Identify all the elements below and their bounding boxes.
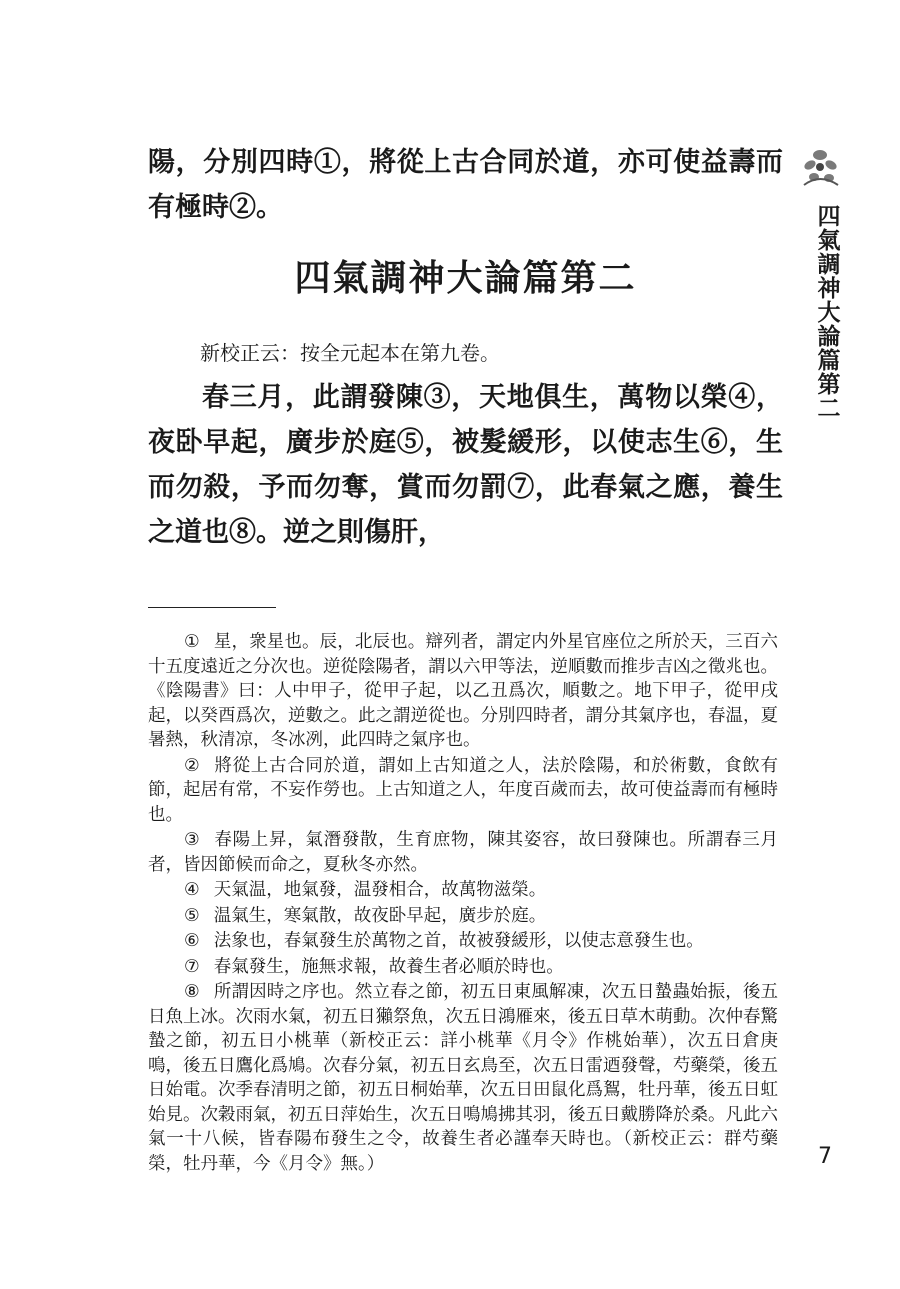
- footnote-rule: [148, 607, 276, 608]
- running-chapter-title: 四氣調神大論篇第二: [817, 204, 841, 422]
- footnote-3: [148, 828, 778, 877]
- footnote-text: 所謂因時之序也。然立春之節，初五日東風解凍，次五日蟄蟲始振，後五日魚上冰。次雨水氣，初五日獺祭魚，次五日鴻雁來，後五日草木萌動。次仲春驚蟄之節，初五日小桃華（新校正云：詳小桃華《月令》作桃始華），次五日倉庚鳴，後五日鷹化爲鳩。次春分氣，初五日玄鳥至，次五日雷迺發聲，芍藥榮，後五日始電。次季春清明之節，初五日桐始華，次五日田鼠化爲鴽，牡丹華，後五日虹始見。次穀雨氣，初五日萍始生，次五日鳴鳩拂其羽，後五日戴勝降於桑。凡此六氣一十八候，皆春陽布發生之令，故養生者必謹奉天時也。（新校正云：群芍藥榮，牡丹華，今《月令》無。）: [148, 982, 778, 1174]
- continued-paragraph: 陽，分別四時①，將從上古合同於道，亦可使益壽而有極時②。: [148, 147, 783, 223]
- footnote-5: [148, 904, 778, 929]
- footnote-text: 温氣生，寒氣散，故夜卧早起，廣步於庭。: [213, 905, 547, 926]
- footnote-number: ⑧: [184, 982, 200, 1002]
- footnote-text: 春陽上昇，氣潛發散，生育庶物，陳其姿容，故曰發陳也。所謂春三月者，皆因節候而命之，夏秋冬亦然。: [148, 830, 778, 875]
- chapter-title: 四氣調神大論篇第二: [294, 258, 637, 299]
- footnote-number: ⑦: [184, 956, 200, 977]
- floral-ornament-icon: [798, 145, 844, 193]
- footnote-6: [148, 929, 778, 954]
- footnote-text: 將從上古合同於道，謂如上古知道之人，法於陰陽，和於術數，食飲有節，起居有常，不妄作勞也。上古知道之人，年度百歲而去，故可使益壽而有極時也。: [148, 755, 778, 825]
- footnote-number: ⑤: [184, 905, 200, 926]
- main-paragraph: 春三月，此謂發陳③，天地俱生，萬物以榮④，夜卧早起，廣步於庭⑤，被髮緩形，以使志生⑥，生而勿殺，予而勿奪，賞而勿罰⑦，此春氣之應，養生之道也⑧。逆之則傷肝，: [148, 382, 783, 548]
- footnote-text: 星，衆星也。辰，北辰也。辯列者，謂定内外星官座位之所於天，三百六十五度遠近之分次也。逆從陰陽者，謂以六甲等法，逆順數而推步吉凶之徵兆也。《陰陽書》曰：人中甲子，從甲子起，以乙丑爲次，順數之。地下甲子，從甲戌起，以癸酉爲次，逆數之。此之謂逆從也。分別四時者，謂分其氣序也，春温，夏暑熱，秋清凉，冬冰冽，此四時之氣序也。: [148, 632, 778, 750]
- page-number: 7: [818, 1144, 832, 1169]
- edition-note: 新校正云：按全元起本在第九卷。: [200, 341, 500, 365]
- footnote-2: [148, 754, 778, 828]
- footnote-text: 春氣發生，施無求報，故養生者必順於時也。: [213, 956, 564, 977]
- footnotes: [148, 630, 778, 1177]
- footnote-1: [148, 630, 778, 753]
- footnote-number: ⑥: [184, 931, 200, 951]
- footnote-number: ④: [184, 880, 200, 900]
- footnote-4: [148, 878, 778, 903]
- footnote-number: ③: [184, 830, 201, 850]
- footnote-7: [148, 955, 778, 980]
- footnote-8: [148, 980, 778, 1176]
- footnote-number: ①: [184, 632, 200, 652]
- footnote-text: 法象也，春氣發生於萬物之首，故被發緩形，以使志意發生也。: [213, 931, 704, 951]
- footnote-text: 天氣温，地氣發，温發相合，故萬物滋榮。: [213, 880, 547, 900]
- footnote-number: ②: [184, 755, 201, 776]
